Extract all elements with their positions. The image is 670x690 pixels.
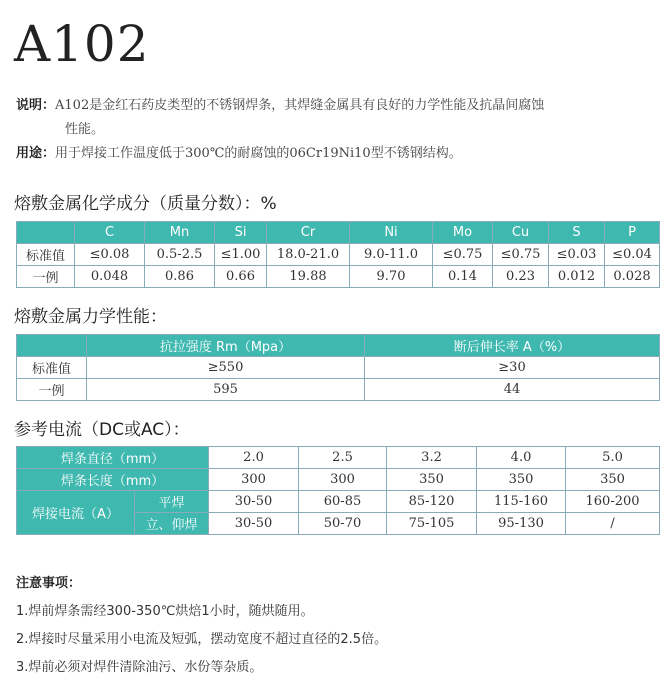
table-cell: 350 <box>566 469 660 491</box>
table-cell: ≤1.00 <box>215 244 267 266</box>
chem-header: P <box>605 222 660 244</box>
chem-header: Mn <box>145 222 215 244</box>
table-cell: 0.66 <box>215 266 267 288</box>
description-block <box>16 94 544 166</box>
row-label: 一例 <box>17 379 87 401</box>
table-cell: 0.23 <box>493 266 549 288</box>
chem-header: Cu <box>493 222 549 244</box>
note-item: 1.焊前焊条需经300-350℃烘焙1小时，随烘随用。 <box>16 604 314 619</box>
table-cell: 350 <box>477 469 566 491</box>
mech-header <box>17 335 87 357</box>
notes-block <box>16 570 387 682</box>
length-row <box>17 469 660 491</box>
table-row <box>17 357 660 379</box>
table-row <box>17 266 660 288</box>
table-cell: 0.5-2.5 <box>145 244 215 266</box>
table-cell: / <box>566 513 660 535</box>
table-cell: 9.70 <box>350 266 433 288</box>
chem-header-row <box>17 222 660 244</box>
diameter-row <box>17 447 660 469</box>
table-cell: 115-160 <box>477 491 566 513</box>
table-cell: 2.0 <box>209 447 299 469</box>
table-cell: 0.028 <box>605 266 660 288</box>
table-cell: 44 <box>365 379 660 401</box>
table-cell: 0.14 <box>433 266 493 288</box>
mech-heading: 熔敷金属力学性能： <box>14 307 167 327</box>
note-item: 3.焊前必须对焊件清除油污、水份等杂质。 <box>16 660 263 675</box>
flat-label: 平焊 <box>135 491 209 513</box>
mech-header: 断后伸长率 A（%） <box>365 335 660 357</box>
table-cell: 85-120 <box>387 491 477 513</box>
description-label: 说明： <box>16 98 56 113</box>
table-cell: 95-130 <box>477 513 566 535</box>
row-label: 一例 <box>17 266 75 288</box>
table-cell: 30-50 <box>209 513 299 535</box>
chem-header: C <box>75 222 145 244</box>
table-cell: 3.2 <box>387 447 477 469</box>
vertical-label: 立、仰焊 <box>135 513 209 535</box>
mech-table <box>16 334 660 401</box>
row-label: 标准值 <box>17 244 75 266</box>
table-cell: 75-105 <box>387 513 477 535</box>
table-cell: 50-70 <box>299 513 387 535</box>
current-heading: 参考电流（DC或AC）： <box>14 420 190 440</box>
diameter-label: 焊条直径（mm） <box>17 447 209 469</box>
table-cell: ≥550 <box>87 357 365 379</box>
table-cell: 350 <box>387 469 477 491</box>
mech-header: 抗拉强度 Rm（Mpa） <box>87 335 365 357</box>
table-cell: 5.0 <box>566 447 660 469</box>
description-text: A102是金红石药皮类型的不锈钢焊条，其焊缝金属具有良好的力学性能及抗晶间腐蚀 <box>55 98 545 113</box>
chem-header: S <box>549 222 605 244</box>
chem-header: Ni <box>350 222 433 244</box>
table-cell: ≥30 <box>365 357 660 379</box>
table-cell: 18.0-21.0 <box>267 244 350 266</box>
table-cell: 0.86 <box>145 266 215 288</box>
table-cell: 4.0 <box>477 447 566 469</box>
table-cell: 0.048 <box>75 266 145 288</box>
table-cell: ≤0.04 <box>605 244 660 266</box>
table-cell: 60-85 <box>299 491 387 513</box>
chem-header: Si <box>215 222 267 244</box>
table-cell: ≤0.08 <box>75 244 145 266</box>
chem-table <box>16 221 660 288</box>
chem-header: Cr <box>267 222 350 244</box>
table-cell: 30-50 <box>209 491 299 513</box>
row-label: 标准值 <box>17 357 87 379</box>
table-cell: 300 <box>209 469 299 491</box>
table-cell: 2.5 <box>299 447 387 469</box>
note-item: 2.焊接时尽量采用小电流及短弧，摆动宽度不超过直径的2.5倍。 <box>16 632 388 647</box>
length-label: 焊条长度（mm） <box>17 469 209 491</box>
table-cell: ≤0.75 <box>493 244 549 266</box>
table-cell: 19.88 <box>267 266 350 288</box>
table-cell: 300 <box>299 469 387 491</box>
mech-header-row <box>17 335 660 357</box>
current-table <box>16 446 660 535</box>
usage-label: 用途： <box>16 146 56 161</box>
chem-header: Mo <box>433 222 493 244</box>
product-title: A102 <box>14 15 150 73</box>
table-cell: ≤0.75 <box>433 244 493 266</box>
current-label: 焊接电流（A） <box>17 491 135 535</box>
table-cell: 595 <box>87 379 365 401</box>
chem-heading: 熔敷金属化学成分（质量分数）：% <box>14 194 277 214</box>
flat-row <box>17 491 660 513</box>
notes-title: 注意事项： <box>16 576 82 591</box>
chem-header <box>17 222 75 244</box>
table-row <box>17 379 660 401</box>
usage-text: 用于焊接工作温度低于300℃的耐腐蚀的06Cr19Ni10型不锈钢结构。 <box>55 146 462 161</box>
table-cell: ≤0.03 <box>549 244 605 266</box>
table-cell: 9.0-11.0 <box>350 244 433 266</box>
description-text-cont: 性能。 <box>65 122 105 137</box>
table-cell: 0.012 <box>549 266 605 288</box>
table-cell: 160-200 <box>566 491 660 513</box>
table-row <box>17 244 660 266</box>
